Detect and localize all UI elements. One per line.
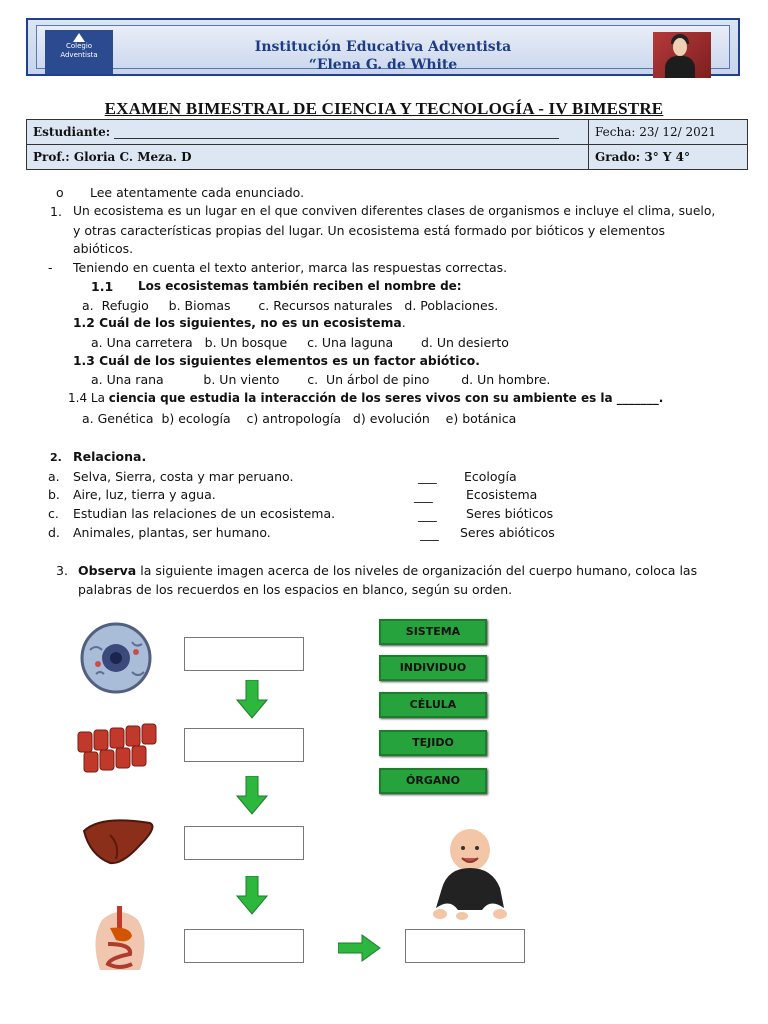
teacher-label: Prof.: Gloria C. Meza. D: [33, 150, 192, 164]
relate-left-c: Estudian las relaciones de un ecosistema.: [73, 506, 336, 521]
q11-number: 1.1: [91, 279, 114, 294]
word-celula[interactable]: CÉLULA: [379, 692, 487, 718]
answer-box-2[interactable]: [184, 728, 304, 762]
liver-illustration: [80, 815, 160, 871]
teacher-cell: [27, 145, 589, 170]
relate-left-d: Animales, plantas, ser humano.: [73, 525, 271, 540]
institution-line-2: “Elena G. de White: [308, 57, 458, 73]
answer-box-1[interactable]: [184, 637, 304, 671]
date-cell: [589, 120, 748, 145]
header-banner: [26, 18, 740, 76]
relate-right-3: Seres bióticos: [466, 506, 554, 521]
relate-left-b: Aire, luz, tierra y agua.: [73, 487, 216, 502]
cell-illustration: [76, 620, 160, 700]
mark-instruction: Teniendo en cuenta el texto anterior, marca las respuestas correctas.: [73, 260, 508, 275]
q1-number: 1.: [50, 204, 62, 219]
institution-line-1: Institución Educativa Adventista: [254, 39, 512, 55]
word-organo[interactable]: ÓRGANO: [379, 768, 487, 794]
q1-line-1: Un ecosistema es un lugar en el que conviven diferentes clases de organismos e incluye el clima, suelo,: [73, 204, 716, 218]
grade-cell: [589, 145, 748, 170]
relate-right-1: Ecología: [464, 469, 517, 484]
digestive-system-illustration: [80, 900, 160, 970]
observe-line-1: Observa la siguiente imagen acerca de los niveles de organización del cuerpo humano, coloca las: [78, 563, 698, 578]
relate-blank-4[interactable]: ___: [420, 526, 439, 541]
q11-text: Los ecosistemas también reciben el nombre de:: [138, 279, 462, 293]
logo-text-1: Colegio: [65, 42, 93, 50]
logo-text-2: Adventista: [60, 51, 98, 59]
observe-number: 3.: [56, 563, 68, 578]
relate-right-4: Seres abióticos: [460, 525, 555, 540]
q1-line-2: y otras características propias del lugar. Un ecosistema está formado por bióticos y elementos: [73, 223, 665, 238]
answer-box-3[interactable]: [184, 826, 304, 860]
relate-letter-a: a.: [48, 469, 60, 484]
dash-marker: -: [48, 260, 53, 275]
answer-box-4[interactable]: [184, 929, 304, 963]
relate-blank-3[interactable]: ___: [418, 507, 437, 522]
arrow-down-icon: [236, 876, 268, 916]
portrait-image: [653, 32, 711, 78]
relate-letter-c: c.: [48, 506, 59, 521]
relate-number: 2.: [50, 451, 62, 464]
tissue-illustration: [74, 718, 164, 778]
relate-letter-d: d.: [48, 525, 60, 540]
arrow-down-icon: [236, 680, 268, 720]
arrow-right-icon: [338, 934, 382, 962]
bullet-marker: o: [56, 185, 64, 200]
word-individuo[interactable]: INDIVIDUO: [379, 655, 487, 681]
q11-options[interactable]: a. Refugio b. Biomas c. Recursos naturales d. Poblaciones.: [82, 298, 499, 313]
word-sistema[interactable]: SISTEMA: [379, 619, 487, 645]
relate-letter-b: b.: [48, 487, 60, 502]
student-name-line[interactable]: [114, 126, 559, 139]
q13-text: 1.3 Cuál de los siguientes elementos es un factor abiótico.: [73, 354, 480, 368]
answer-box-5[interactable]: [405, 929, 525, 963]
word-tejido[interactable]: TEJIDO: [379, 730, 487, 756]
q14-options[interactable]: a. Genética b) ecología c) antropología d) evolución e) botánica: [82, 411, 517, 426]
observe-line-2: palabras de los recuerdos en los espacios en blanco, según su orden.: [78, 582, 513, 597]
grade-label: Grado: 3° Y 4°: [595, 150, 690, 164]
q12-text: 1.2 Cuál de los siguientes, no es un ecosistema.: [73, 316, 406, 330]
baby-illustration: [430, 828, 510, 924]
q1-line-3: abióticos.: [73, 241, 134, 256]
institution-title: [37, 38, 729, 74]
exam-title: EXAMEN BIMESTRAL DE CIENCIA Y TECNOLOGÍA - IV BIMESTRE: [104, 99, 664, 118]
relate-blank-2[interactable]: ___: [414, 488, 433, 503]
relate-title: Relaciona.: [73, 449, 147, 464]
relate-right-2: Ecosistema: [466, 487, 538, 502]
relate-blank-1[interactable]: ___: [418, 469, 437, 484]
student-info-table: [26, 119, 748, 170]
q14-text: 1.4 La ciencia que estudia la interacción de los seres vivos con su ambiente es la _______.: [68, 391, 664, 405]
banner-inner: [36, 25, 730, 73]
date-label: Fecha: 23/ 12/ 2021: [595, 125, 717, 139]
student-cell[interactable]: [27, 120, 589, 145]
arrow-down-icon: [236, 776, 268, 816]
student-label: Estudiante:: [33, 125, 111, 139]
q12-options[interactable]: a. Una carretera b. Un bosque c. Una laguna d. Un desierto: [91, 335, 509, 350]
relate-left-a: Selva, Sierra, costa y mar peruano.: [73, 469, 294, 484]
read-instruction: Lee atentamente cada enunciado.: [90, 185, 305, 200]
q13-options[interactable]: a. Una rana b. Un viento c. Un árbol de pino d. Un hombre.: [91, 372, 551, 387]
